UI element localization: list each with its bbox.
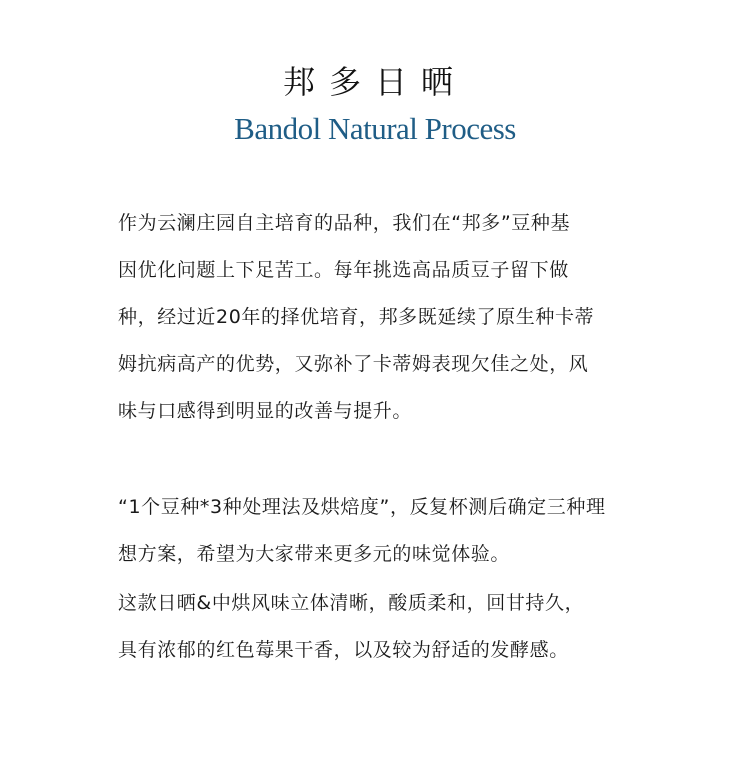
intro-line: 作为云澜庄园自主培育的品种，我们在“邦多”豆种基 xyxy=(118,212,571,234)
process-paragraph xyxy=(118,484,644,578)
intro-line: 味与口感得到明显的改善与提升。 xyxy=(118,400,413,422)
process-line: “1个豆种*3种处理法及烘焙度”，反复杯测后确定三种理 xyxy=(118,496,606,518)
intro-line: 姆抗病高产的优势，又弥补了卡蒂姆表现欠佳之处，风 xyxy=(118,353,589,375)
flavor-paragraph xyxy=(118,580,644,674)
intro-line: 因优化问题上下足苦工。每年挑选高品质豆子留下做 xyxy=(118,259,569,281)
flavor-line: 具有浓郁的红色莓果干香，以及较为舒适的发酵感。 xyxy=(118,639,569,661)
intro-line: 种，经过近20年的择优培育，邦多既延续了原生种卡蒂 xyxy=(118,306,595,328)
intro-paragraph xyxy=(118,200,644,435)
flavor-line: 这款日晒&中烘风味立体清晰，酸质柔和，回甘持久， xyxy=(118,592,585,614)
process-line: 想方案，希望为大家带来更多元的味觉体验。 xyxy=(118,543,511,565)
page-subtitle: Bandol Natural Process xyxy=(234,111,516,146)
page-title: 邦多日晒 xyxy=(282,63,467,101)
